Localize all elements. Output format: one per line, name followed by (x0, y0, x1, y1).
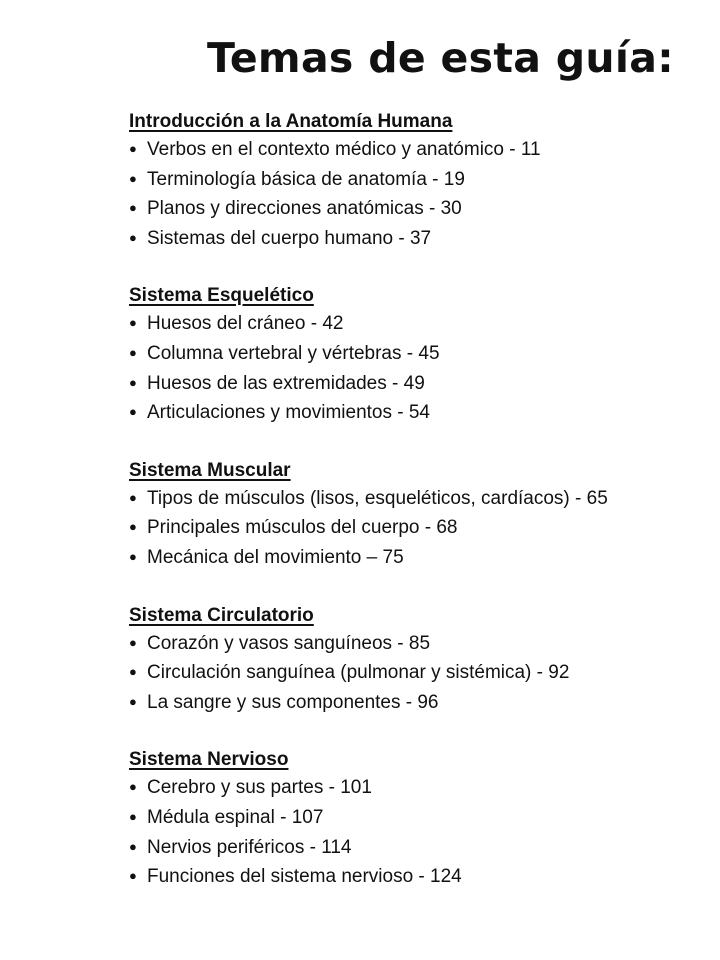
bullet-icon: ● (129, 838, 137, 854)
bullet-icon: ● (129, 141, 137, 156)
topic-text: Nervios periféricos - 114 (147, 836, 352, 858)
bullet-icon: ● (129, 200, 137, 216)
bullet-icon: ● (129, 808, 137, 824)
topic-text: Funciones del sistema nervioso - 124 (147, 866, 462, 888)
list-item (129, 136, 709, 166)
list-item (129, 630, 709, 660)
bullet-icon: ● (129, 693, 137, 709)
section-circulatorio (129, 602, 709, 719)
bullet-icon: ● (129, 404, 137, 420)
topic-text: Corazón y vasos sanguíneos - 85 (147, 632, 431, 654)
list-item (129, 225, 709, 255)
bullet-icon: ● (129, 374, 137, 390)
topic-list (129, 630, 709, 719)
section-heading: Introducción a la Anatomía Humana (129, 111, 453, 132)
list-item (129, 485, 709, 515)
bullet-icon: ● (129, 229, 137, 245)
topic-text: Columna vertebral y vértebras - 45 (147, 342, 440, 364)
topic-text: Cerebro y sus partes - 101 (147, 777, 372, 799)
topic-text: Principales músculos del cuerpo - 68 (147, 517, 458, 539)
section-heading: Sistema Esquelético (129, 285, 314, 307)
list-item (129, 863, 709, 893)
bullet-icon: ● (129, 344, 137, 360)
topic-text: La sangre y sus componentes - 96 (147, 691, 439, 713)
bullet-icon: ● (129, 548, 137, 564)
bullet-icon: ● (129, 489, 137, 505)
topic-text: Tipos de músculos (lisos, esqueléticos, cardíacos) - 65 (147, 487, 608, 509)
section-introduccion (129, 108, 709, 254)
topic-text: Verbos en el contexto médico y anatómico - 11 (147, 139, 541, 160)
bullet-icon: ● (129, 868, 137, 884)
section-heading: Sistema Muscular (129, 459, 291, 481)
page-title: Temas de esta guía: (207, 34, 674, 82)
list-item (129, 310, 709, 340)
topic-text: Circulación sanguínea (pulmonar y sistémica) - 92 (147, 662, 570, 684)
table-of-contents (129, 108, 709, 921)
list-item (129, 774, 709, 804)
list-item (129, 370, 709, 400)
topic-text: Huesos del cráneo - 42 (147, 313, 344, 335)
topic-list (129, 136, 709, 254)
bullet-icon: ● (129, 170, 137, 186)
topic-list (129, 774, 709, 892)
list-item (129, 659, 709, 689)
bullet-icon: ● (129, 315, 137, 331)
topic-text: Sistemas del cuerpo humano - 37 (147, 227, 432, 249)
section-heading: Sistema Circulatorio (129, 604, 314, 626)
list-item (129, 166, 709, 196)
topic-text: Mecánica del movimiento – 75 (147, 546, 404, 568)
list-item (129, 195, 709, 225)
topic-text: Huesos de las extremidades - 49 (147, 372, 425, 394)
topic-text: Terminología básica de anatomía - 19 (147, 168, 465, 190)
list-item (129, 689, 709, 719)
section-nervioso (129, 746, 709, 892)
section-heading: Sistema Nervioso (129, 749, 289, 771)
list-item (129, 399, 709, 429)
topic-text: Médula espinal - 107 (147, 806, 324, 828)
bullet-icon: ● (129, 634, 137, 650)
bullet-icon: ● (129, 779, 137, 795)
list-item (129, 544, 709, 574)
topic-list (129, 485, 709, 574)
list-item (129, 834, 709, 864)
section-esqueletico (129, 282, 709, 428)
list-item (129, 340, 709, 370)
topic-text: Planos y direcciones anatómicas - 30 (147, 198, 462, 220)
list-item (129, 514, 709, 544)
topic-text: Articulaciones y movimientos - 54 (147, 402, 430, 424)
topic-list (129, 310, 709, 428)
bullet-icon: ● (129, 664, 137, 680)
bullet-icon: ● (129, 519, 137, 535)
list-item (129, 804, 709, 834)
section-muscular (129, 457, 709, 574)
